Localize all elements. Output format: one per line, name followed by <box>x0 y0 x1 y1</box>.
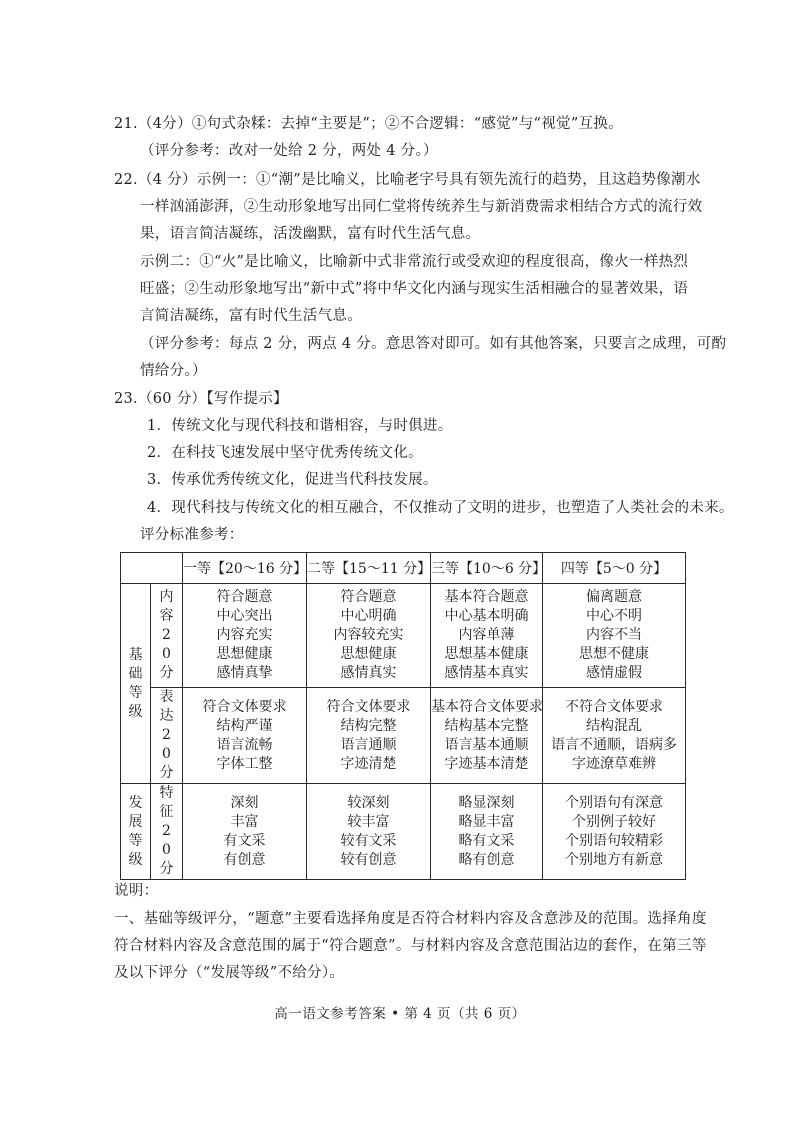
criterion: 基本符合文体要求 <box>431 698 543 715</box>
feature-label-cell <box>151 784 183 880</box>
criterion: 字体工整 <box>216 755 273 772</box>
criterion: 结构基本完整 <box>444 717 529 734</box>
scoring-table <box>120 552 686 880</box>
q23-hint: 1．传统文化与现代科技和谐相容，与时俱进。 <box>147 418 453 434</box>
criterion: 语言基本通顺 <box>444 736 529 753</box>
criterion: 丰富 <box>230 813 259 830</box>
q22-line: 一样汹涌澎湃，②生动形象地写出同仁堂将传统养生与新消费需求相结合方式的流行效 <box>140 199 703 215</box>
criterion: 思想不健康 <box>579 646 649 662</box>
content-row <box>121 584 686 688</box>
criterion: 有创意 <box>223 851 266 868</box>
criterion: 略有创意 <box>458 851 515 868</box>
criterion: 结构完整 <box>340 717 397 734</box>
expression-grade-1 <box>183 688 307 784</box>
criterion: 略显深刻 <box>458 794 515 811</box>
page-footer: 高一语文参考答案 • 第 4 页（共 6 页） <box>274 1006 526 1022</box>
criterion: 个别地方有新意 <box>565 851 663 868</box>
criterion: 符合题意 <box>340 589 397 605</box>
criterion: 感情真挚 <box>216 665 273 681</box>
feature-label: 特征20分 <box>159 785 174 877</box>
expression-label-cell <box>151 688 183 784</box>
criterion: 深刻 <box>230 794 259 811</box>
criterion: 字迹清楚 <box>340 755 397 772</box>
grade-header-3: 三等【10～6 分】 <box>431 553 543 584</box>
expression-grade-2 <box>307 688 431 784</box>
criterion: 较有文采 <box>340 832 397 849</box>
expression-grade-4 <box>543 688 686 784</box>
criterion: 感情真实 <box>340 665 397 681</box>
group-basic-label <box>121 584 151 784</box>
criterion: 内容较充实 <box>333 627 404 643</box>
criterion: 基本符合题意 <box>444 589 529 605</box>
group-basic-text: 基础等级 <box>128 646 143 720</box>
feature-grade-3 <box>431 784 543 880</box>
q23-hint: 3．传承优秀传统文化，促进当代科技发展。 <box>147 472 438 488</box>
feature-grade-4 <box>543 784 686 880</box>
q23-hint: 2．在科技飞速发展中坚守优秀传统文化。 <box>147 445 423 461</box>
feature-row <box>121 784 686 880</box>
notes-line: 及以下评分（“发展等级”不给分）。 <box>114 965 345 981</box>
expression-grade-3 <box>431 688 543 784</box>
q22-line: 言简洁凝练，富有时代生活气息。 <box>140 308 362 324</box>
criterion: 中心突出 <box>216 608 273 624</box>
content-label-cell <box>151 584 183 688</box>
table-caption: 评分标准参考： <box>140 527 244 543</box>
q22-line: 果，语言简洁凝练，活泼幽默，富有时代生活气息。 <box>140 226 481 242</box>
criterion: 中心明确 <box>340 608 397 624</box>
notes-line: 符合材料内容及含意范围的属于“符合题意”。与材料内容及含意范围沾边的套作，在第三等 <box>114 938 707 954</box>
table-header-row <box>121 553 686 584</box>
q22-scoring-note: 情给分。） <box>140 363 207 379</box>
criterion: 语言通顺 <box>340 736 397 753</box>
criterion: 结构混乱 <box>586 717 642 734</box>
criterion: 个别例子较好 <box>572 813 656 830</box>
expression-label: 表达20分 <box>159 689 174 781</box>
criterion: 思想基本健康 <box>444 646 529 662</box>
q22-line: 22.（4 分）示例一：①“潮”是比喻义，比喻老字号具有领先流行的趋势，且这趋势像潮水 <box>114 172 701 188</box>
feature-grade-2 <box>307 784 431 880</box>
criterion: 内容单薄 <box>458 627 515 643</box>
content-label: 内容20分 <box>159 589 174 681</box>
criterion: 略显丰富 <box>458 813 515 830</box>
feature-grade-1 <box>183 784 307 880</box>
notes-line: 一、基础等级评分，“题意”主要看选择角度是否符合材料内容及含意涉及的范围。选择角度 <box>114 911 707 927</box>
criterion: 字迹潦草难辨 <box>572 755 656 772</box>
criterion: 个别语句有深意 <box>565 794 663 811</box>
criterion: 符合题意 <box>216 589 273 605</box>
criterion: 符合文体要求 <box>326 698 411 715</box>
criterion: 偏离题意 <box>586 589 642 605</box>
grade-header-4: 四等【5～0 分】 <box>543 553 686 584</box>
content-grade-4 <box>543 584 686 688</box>
criterion: 语言流畅 <box>216 736 273 753</box>
q22-scoring-note: （评分参考：每点 2 分，两点 4 分。意思答对即可。如有其他答案，只要言之成理，可酌 <box>140 336 727 352</box>
grade-header-1: 一等【20～16 分】 <box>183 553 307 584</box>
criterion: 思想健康 <box>340 646 397 662</box>
criterion: 感情虚假 <box>586 665 642 681</box>
criterion: 中心不明 <box>586 608 642 624</box>
criterion: 不符合文体要求 <box>565 698 663 715</box>
criterion: 个别语句较精彩 <box>565 832 663 849</box>
criterion: 有文采 <box>223 832 266 849</box>
expression-row <box>121 688 686 784</box>
content-grade-3 <box>431 584 543 688</box>
q23-title: 23.（60 分）【写作提示】 <box>114 391 288 407</box>
group-dev-text: 发展等级 <box>128 794 143 868</box>
criterion: 结构严谨 <box>216 717 273 734</box>
table-corner-cell <box>121 553 183 584</box>
q21-scoring-note: （评分参考：改对一处给 2 分，两处 4 分。） <box>140 143 438 159</box>
criterion: 中心基本明确 <box>444 608 529 624</box>
criterion: 略有文采 <box>458 832 515 849</box>
group-dev-label <box>121 784 151 880</box>
criterion: 较有创意 <box>340 851 397 868</box>
q22-line: 旺盛；②生动形象地写出“新中式”将中华文化内涵与现实生活相融合的显著效果，语 <box>140 281 689 297</box>
criterion: 内容充实 <box>216 627 273 643</box>
criterion: 符合文体要求 <box>202 698 287 715</box>
grade-header-2: 二等【15～11 分】 <box>307 553 431 584</box>
criterion: 内容不当 <box>586 627 642 643</box>
content-grade-1 <box>183 584 307 688</box>
criterion: 感情基本真实 <box>444 665 529 681</box>
criterion: 较深刻 <box>347 794 390 811</box>
criterion: 字迹基本清楚 <box>444 755 529 772</box>
q23-hint: 4．现代科技与传统文化的相互融合，不仅推动了文明的进步，也塑造了人类社会的未来。 <box>147 500 734 516</box>
notes-heading: 说明： <box>114 883 159 899</box>
criterion: 较丰富 <box>347 813 390 830</box>
criterion: 思想健康 <box>216 646 273 662</box>
criterion: 语言不通顺，语病多 <box>551 736 677 753</box>
q22-line: 示例二：①“火”是比喻义，比喻新中式非常流行或受欢迎的程度很高，像火一样热烈 <box>140 254 689 270</box>
q21-answer: 21.（4分）①句式杂糅：去掉“主要是”；②不合逻辑：“感觉”与“视觉”互换。 <box>114 116 623 132</box>
content-grade-2 <box>307 584 431 688</box>
